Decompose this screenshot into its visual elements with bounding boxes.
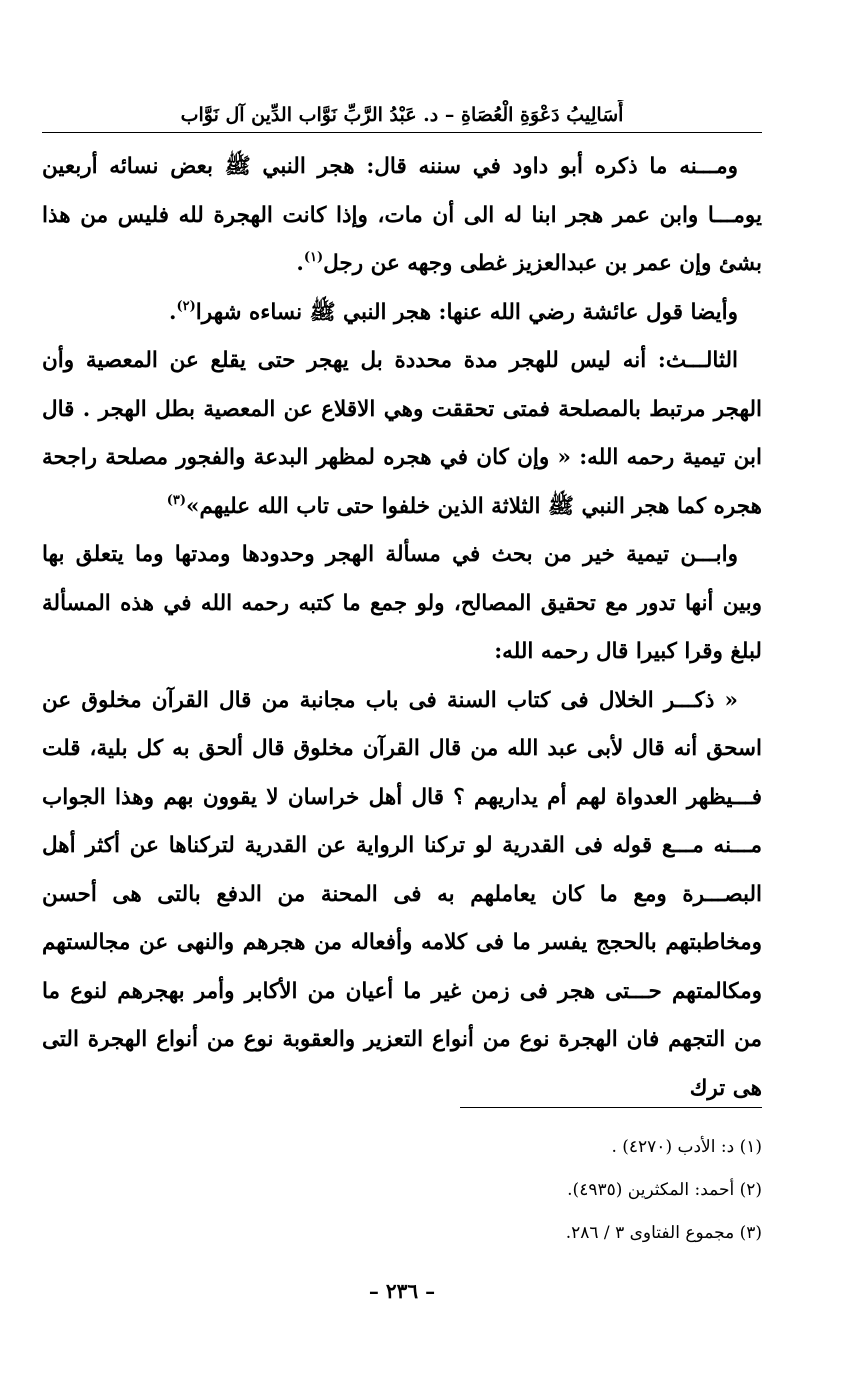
document-page <box>42 100 762 1330</box>
body-text <box>42 143 762 1113</box>
footnote-3: (٣) مجموع الفتاوى ٣ / ٢٨٦. <box>565 1223 762 1243</box>
footnote-2: (٢) أحمد: المكثرين (٤٩٣٥). <box>567 1180 762 1200</box>
running-header: أَسَالِيبُ دَعْوَةِ الْعُصَاةِ – د. عَبْدُ الرَّبِّ نَوَّاب الدِّين آل نَوَّاب <box>42 100 762 133</box>
paragraph-2-text: وأيضا قول عائشة رضي الله عنها: هجر النبي ﷺ نساءه شهرا <box>195 299 738 325</box>
footnotes <box>42 1126 762 1255</box>
footnote-ref-2: (٢) <box>176 298 196 314</box>
paragraph-5-quote: « ذكـــر الخلال فى كتاب السنة فى باب مجانبة من قال القرآن مخلوق عن اسحق أنه قال لأبى عبد الله من قال القرآن مخلوق قال ألحق به كل بلية، قلت فـــيظهر العدواة لهم أم يداريهم ؟ قال أهل خراسان لا يقوون بهم وهذا الجواب مـــنه مـــع قوله فى القدرية لو تركنا الرواية عن القدرية لتركناها عن أكثر أهل البصـــرة ومع ما كان يعاملهم به فى المحنة من الدفع بالتى هى أحسن ومخاطبتهم بالحجج يفسر ما فى كلامه وأفعاله من هجرهم والنهى عن مجالستهم ومكالمتهم حـــتى هجر فى زمن غير ما أعيان من الأكابر وأمر بهجرهم لنوع ما من التجهم فان الهجرة نوع من أنواع التعزير والعقوبة نوع من أنواع الهجرة التى هى ترك <box>42 687 762 1101</box>
paragraph-2 <box>42 289 762 338</box>
footnote-ref-1: (١) <box>303 250 324 265</box>
footnote-ref-3: (٣) <box>166 492 187 508</box>
paragraph-4: وابـــن تيمية خير من بحث في مسألة الهجر وحدودها ومدتها وما يتعلق بها وبين أنها تدور مع تحقيق المصالح، ولو جمع ما كتبه رحمه الله في هذه المسألة لبلغ وقرا كبيرا قال رحمه الله: <box>42 542 762 664</box>
footnote-1: (١) د: الأدب (٤٢٧٠) . <box>611 1137 762 1157</box>
paragraph-2-end: . <box>168 299 177 325</box>
page-number: – ٢٣٦ – <box>368 1279 436 1303</box>
paragraph-3-text: الثالـــث: أنه ليس للهجر مدة محددة بل يهجر حتى يقلع عن المعصية وأن الهجر مرتبط بالمصلحة فمتى تحققت وهي الاقلاع عن المعصية بطل الهجر . قال ابن تيمية رحمه الله: « وإن كان في هجره لمظهر البدعة والفجور مصلحة راجحة هجره كما هجر النبي ﷺ الثلاثة الذين خلفوا حتى تاب الله عليهم» <box>42 348 762 519</box>
paragraph-1 <box>42 143 762 289</box>
paragraph-1-text: ومـــنه ما ذكره أبو داود في سننه قال: هجر النبي ﷺ بعض نسائه أربعين يومـــا وابن عمر هجر ابنا له الى أن مات، وإذا كانت الهجرة لله فليس من هذا بشئ وإن عمر بن عبدالعزيز غطى وجهه عن رجل <box>42 154 762 276</box>
footnote-separator <box>460 1107 762 1108</box>
paragraph-3 <box>42 337 762 531</box>
paragraph-1-end: . <box>296 251 304 276</box>
